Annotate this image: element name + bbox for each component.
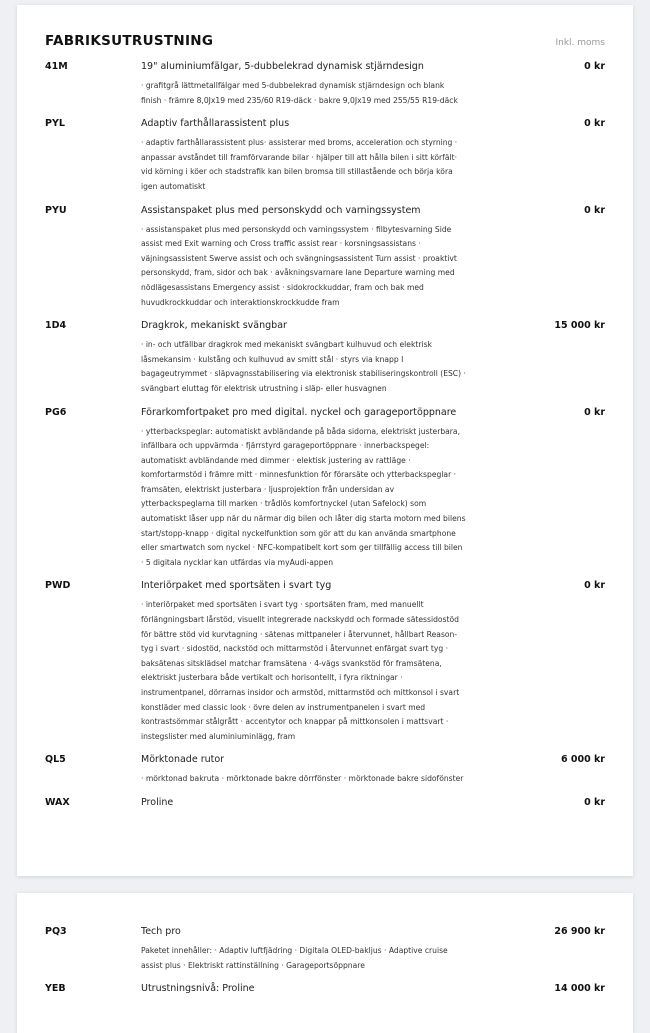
equipment-row: [45, 796, 605, 810]
option-description: · mörktonad bakruta · mörktonade bakre dörrfönster · mörktonade bakre sidofönster: [141, 774, 464, 784]
option-price: 0 kr: [584, 406, 605, 418]
option-code: QL5: [45, 754, 66, 766]
option-description: Paketet innehåller: · Adaptiv luftfjädring · Digitala OLED-bakljus · Adaptive cruise assist plus · Elektriskt rattinställning · Garageportsöppnare: [141, 946, 448, 970]
equipment-row: [45, 925, 605, 973]
option-title: 19" aluminiumfälgar, 5-dubbelekrad dynamisk stjärndesign: [141, 61, 424, 72]
option-info: [141, 204, 515, 311]
option-price: 26 900 kr: [554, 926, 605, 937]
option-description: · assistanspaket plus med personskydd och varningssystem · filbytesvarning Side assist med Exit warning och Cross traffic assist rear · korsningsassistans · väjningsassistent Swerve assist och och svängningsassistent Turn assist · proaktivt personskydd, fram, sidor och bak · avåkningsvarnare lane Departure warning med nödlägesassistans Emergency assist · sidokrockkuddar, fram och bak med huvudkrockkuddar och interaktionskrockkudde fram: [141, 224, 457, 307]
option-code: 1D4: [45, 320, 67, 332]
extras-card: [17, 893, 633, 1033]
equipment-row: [45, 204, 605, 311]
option-info: [141, 796, 515, 810]
section-title: FABRIKSUTRUSTNING: [45, 33, 214, 49]
option-info: [141, 982, 515, 996]
option-title: Utrustningsnivå: Proline: [141, 983, 255, 995]
option-title: Förarkomfortpaket pro med digital. nyckel och garageportöppnare: [141, 406, 457, 418]
equipment-row: [45, 319, 605, 396]
equipment-row: [45, 117, 605, 194]
option-code: WAX: [45, 796, 70, 808]
option-title: Adaptiv farthållarassistent plus: [141, 118, 290, 130]
option-price: 6 000 kr: [560, 754, 605, 766]
equipment-row: [45, 753, 605, 787]
factory-equipment-card: [17, 5, 633, 876]
option-price: 15 000 kr: [554, 320, 605, 332]
vat-label: Inkl. moms: [555, 38, 605, 48]
option-price: 14 000 kr: [554, 983, 605, 995]
option-code: PWD: [45, 580, 71, 592]
equipment-row: [45, 406, 605, 571]
option-title: Tech pro: [141, 926, 181, 937]
option-description: · ytterbackspeglar: automatiskt avbländande på båda sidorna, elektriskt justerbara, infällbara och uppvärmda · fjärrstyrd garageportöppnare · innerbackspegel: automatiskt avbländande med dimmer · elektisk justering av rattläge · komfortarmstöd i främre mitt · minnesfunktion för förarsäte och ytterbackspeglar · framsäten, elektriskt justerbara · ljusprojektion från undersidan av ytterbackspeglarna till marken · trådlös komfortnyckel (utan Safelock) som automatiskt låser upp när du närmar dig bilen och låter dig starta motorn med bilens start/stopp-knapp · digital nyckelfunktion som gör att du kan använda smartphone eller smartwatch som nyckel · NFC-kompatibelt kort som ger tillfällig access till bilen · 5 digitala nycklar kan utfärdas via myAudi-appen: [141, 426, 466, 567]
option-title: Mörktonade rutor: [141, 754, 225, 766]
option-price: 0 kr: [584, 796, 605, 808]
option-info: [141, 60, 515, 108]
option-price: 0 kr: [584, 118, 605, 130]
option-code: YEB: [45, 983, 66, 995]
option-price: 0 kr: [584, 61, 605, 72]
option-title: Interiörpaket med sportsäten i svart tyg: [141, 580, 332, 592]
option-code: PYL: [45, 118, 65, 130]
option-description: · interiörpaket med sportsäten i svart tyg · sportsäten fram, med manuellt förlängningsbart lårstöd, visuellt integrerade nackskydd och formade sätessidostöd för bättre stöd vid kurvtagning · sätenas mittpaneler i återvunnet, hållbart Reason-tyg i svart · sidostöd, nackstöd och mittarmstöd i återvunnet enfärgat svart tyg · baksätenas sitsklädsel matchar framsätena · 4-vägs svankstöd för framsätena, elektriskt justerbara både vertikalt och horisontellt, i fyra riktningar · instrumentpanel, dörrarnas insidor och armstöd, mittarmstöd och mittkonsol i svart konstläder med classic look · övre delen av instrumentpanelen i svart med kontrastsömmar stålgrått · accentytor och knappar på mittkonsolen i mattsvart · instegslister med aluminiuminlägg, fram: [141, 600, 460, 741]
option-title: Assistanspaket plus med personskydd och varningssystem: [141, 204, 421, 216]
option-info: [141, 753, 515, 787]
option-code: PQ3: [45, 926, 67, 937]
option-code: PG6: [45, 406, 67, 418]
option-description: · grafitgrå lättmetallfälgar med 5-dubbelekrad dynamisk stjärndesign och blank finish · främre 8,0Jx19 med 235/60 R19-däck · bakre 9,0Jx19 med 255/55 R19-däck: [141, 81, 458, 105]
option-description: · in- och utfällbar dragkrok med mekaniskt svängbart kulhuvud och elektrisk låsmekansim · kulstång och kulhuvud av smitt stål · styrs via knapp I bagageutrymmet · släpvagnsstabilisering via elektronisk stabiliseringskontroll (ESC) · svängbart eluttag för elektrisk utrustning i släp- eller husvagnen: [141, 340, 466, 393]
equipment-row: [45, 60, 605, 108]
extras-list: [45, 925, 605, 1005]
option-info: [141, 319, 515, 396]
option-info: [141, 117, 515, 194]
option-price: 0 kr: [584, 204, 605, 216]
equipment-row: [45, 982, 605, 996]
equipment-list: [45, 60, 605, 819]
option-title: Dragkrok, mekaniskt svängbar: [141, 320, 287, 332]
option-price: 0 kr: [584, 580, 605, 592]
option-info: [141, 406, 515, 571]
option-info: [141, 925, 515, 973]
option-code: 41M: [45, 61, 68, 72]
option-info: [141, 579, 515, 744]
section-header: [45, 33, 605, 49]
option-title: Proline: [141, 796, 174, 808]
equipment-row: [45, 579, 605, 744]
option-code: PYU: [45, 204, 67, 216]
option-description: · adaptiv farthållarassistent plus· assisterar med broms, acceleration och styrning · anpassar avståndet till framförvarande bilar · hjälper till att hålla bilen i sitt körfält· vid körning i köer och stadstrafik kan bilen bromsa till stillastående och börja köra igen automatiskt: [141, 138, 458, 191]
